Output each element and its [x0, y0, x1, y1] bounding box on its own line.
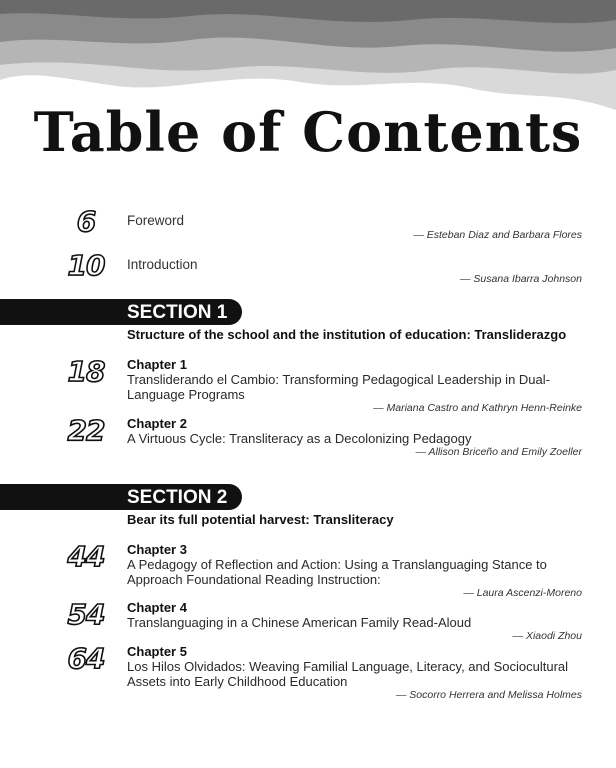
chapter-title: Transliderando el Cambio: Transforming Pedagogical Leadership in Dual-Language Programs [127, 372, 550, 402]
section-1-subtitle: Structure of the school and the institution of education: Transliderazgo [127, 327, 567, 342]
chapter-label: Chapter 2 [127, 416, 187, 431]
chapter-title: A Pedagogy of Reflection and Action: Using a Translanguaging Stance to Approach Foundational Reading Instruction: [127, 557, 547, 587]
section-2-subtitle: Bear its full potential harvest: Transliteracy [127, 512, 394, 527]
section-label: SECTION 1 [127, 302, 228, 323]
chapter-title: Translanguaging in a Chinese American Family Read-Aloud [127, 615, 472, 630]
chapter-label: Chapter 5 [127, 644, 187, 659]
chapter-author: — Allison Briceño and Emily Zoeller [415, 446, 582, 458]
page-number: 6 [76, 205, 96, 238]
chapter-author: — Xiaodi Zhou [512, 630, 582, 642]
chapter-label: Chapter 3 [127, 542, 187, 557]
entry-author: — Esteban Diaz and Barbara Flores [413, 229, 582, 241]
chapter-title: A Virtuous Cycle: Transliteracy as a Decolonizing Pedagogy [127, 431, 472, 446]
chapter-author: — Laura Ascenzi-Moreno [463, 587, 582, 599]
page-number: 22 [67, 414, 105, 447]
chapter-title: Los Hilos Olvidados: Weaving Familial Language, Literacy, and Sociocultural Assets into Early Childhood Education [127, 659, 569, 689]
entry-author: — Susana Ibarra Johnson [460, 273, 582, 285]
section-1-header [0, 299, 242, 325]
page-number: 64 [67, 642, 105, 675]
page-title: Table of Contents [33, 100, 583, 164]
chapter-label: Chapter 4 [127, 600, 187, 615]
page-number: 44 [67, 540, 105, 573]
chapter-author: — Socorro Herrera and Melissa Holmes [395, 689, 582, 701]
page-number: 10 [67, 249, 105, 282]
chapter-author: — Mariana Castro and Kathryn Henn-Reinke [373, 402, 582, 414]
page-number: 54 [67, 598, 105, 631]
entry-title: Foreword [127, 213, 185, 228]
chapter-label: Chapter 1 [127, 357, 187, 372]
entry-title: Introduction [127, 257, 198, 272]
section-label: SECTION 2 [127, 487, 228, 508]
decorative-waves-header [0, 0, 616, 110]
page-number: 18 [67, 355, 105, 388]
section-2-header [0, 484, 242, 510]
